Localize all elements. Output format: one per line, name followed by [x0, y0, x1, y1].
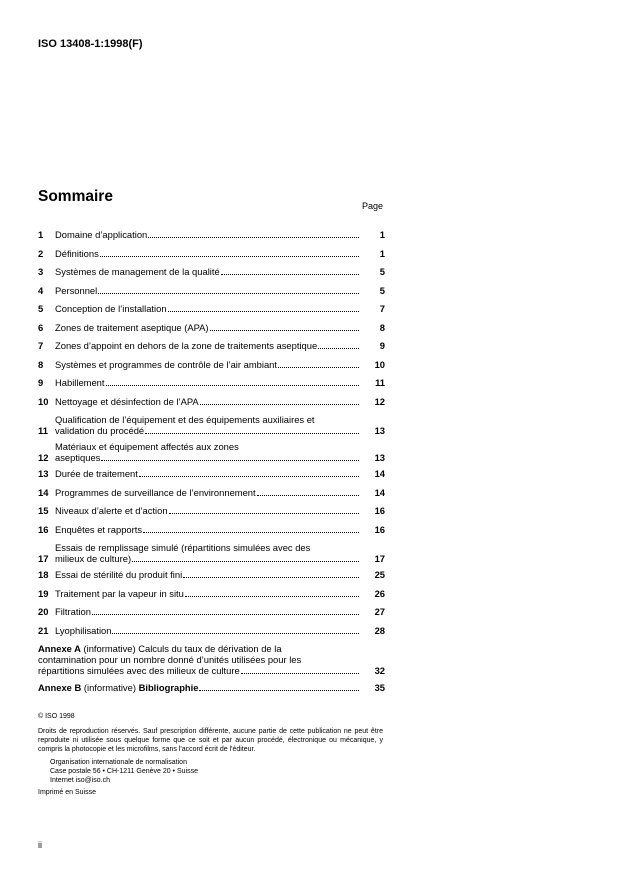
toc-entry-page: 7 [379, 303, 385, 314]
toc-entry-title: Essai de stérilité du produit fini [55, 569, 183, 580]
toc-entry [38, 542, 385, 564]
toc-entry-page: 16 [374, 523, 385, 535]
toc-entry-number: 14 [38, 486, 49, 498]
dot-leader [143, 532, 359, 533]
toc-annex-a [38, 643, 385, 676]
toc-entry-page: 12 [374, 395, 385, 407]
toc-entry-number: 4 [38, 284, 44, 296]
toc-entry-page: 14 [374, 486, 385, 498]
dot-leader [101, 460, 359, 461]
dot-leader [200, 404, 359, 405]
toc-entry [38, 505, 385, 516]
dot-leader [168, 311, 359, 312]
toc-entry-title: Systèmes de management de la qualité [55, 266, 220, 277]
annex-b-label: Annexe B [38, 682, 82, 693]
toc-entry [38, 266, 385, 277]
toc-entry-number: 12 [38, 452, 49, 463]
toc-entry [38, 396, 385, 407]
dot-leader [145, 433, 359, 434]
toc-entry [38, 229, 385, 240]
toc-entry-title-line1: Qualification de l’équipement et des équipements auxiliaires et [55, 414, 315, 425]
toc-entry-number: 16 [38, 523, 49, 535]
dot-leader [112, 633, 359, 634]
toc-entry-title: Domaine d’application [55, 229, 148, 240]
copyright-line: © ISO 1998 [38, 713, 75, 720]
toc-entry-page: 25 [374, 569, 385, 580]
toc-entry-number: 11 [38, 425, 48, 436]
toc-entry-number: 2 [38, 247, 44, 259]
toc-entry-page: 26 [374, 587, 385, 599]
dot-leader [98, 293, 359, 294]
toc-entry-number: 21 [38, 624, 49, 636]
toc-entry-title: Habillement [55, 377, 105, 388]
internet-address: Internet iso@iso.ch [50, 777, 111, 784]
dot-leader [318, 348, 359, 349]
rights-statement: Droits de reproduction réservés. Sauf prescription différente, aucune partie de cette publication ne peut être reproduite ni utilisée sous quelque forme que ce soit et par aucun procédé, électronique ou mécanique, y compris la photocopie et les microfilms, sans l'accord écrit de l'éditeur. [38, 728, 383, 753]
copyright-notice [38, 712, 383, 797]
annex-b-title: Bibliographie [138, 682, 199, 693]
toc-entry [38, 569, 385, 580]
dot-leader [169, 513, 359, 514]
dot-leader [92, 614, 359, 615]
toc-entry [38, 606, 385, 617]
annex-b-type: (informative) [83, 682, 136, 693]
toc-entry-page: 8 [379, 321, 385, 333]
dot-leader [278, 367, 359, 368]
dot-leader [183, 577, 359, 578]
toc-entry-number: 3 [38, 266, 44, 277]
toc-entry-page: 27 [374, 606, 385, 617]
toc-entry-number: 7 [38, 340, 44, 351]
toc-entry-title: Niveaux d’alerte et d’action [55, 505, 168, 516]
toc-entry-page: 13 [374, 425, 385, 436]
toc-entry-number: 6 [38, 321, 44, 333]
postal-address: Case postale 56 • CH-1211 Genève 20 • Suisse [50, 768, 198, 775]
dot-leader [132, 561, 359, 562]
toc-entry-title: validation du procédé [55, 425, 145, 436]
toc-entry-title: Durée de traitement [55, 468, 138, 479]
table-of-contents [38, 229, 385, 693]
toc-entry [38, 303, 385, 314]
annex-a-page: 32 [374, 665, 385, 676]
toc-entry-number: 19 [38, 587, 49, 599]
toc-entry-number: 15 [38, 505, 49, 516]
dot-leader [148, 237, 359, 238]
dot-leader [210, 330, 359, 331]
toc-entry-title: milieux de culture) [55, 553, 132, 564]
toc-entry-number: 8 [38, 358, 44, 370]
annex-a-label: Annexe A [38, 643, 81, 654]
toc-entry [38, 468, 385, 479]
toc-entry-page: 13 [374, 452, 385, 463]
toc-entry [38, 588, 385, 599]
page-number: ii [38, 840, 42, 850]
toc-entry-page: 5 [379, 284, 385, 296]
toc-entry-page: 5 [379, 266, 385, 277]
toc-entry-title: Nettoyage et désinfection de l’APA [55, 395, 199, 407]
toc-entry [38, 322, 385, 333]
toc-entry [38, 377, 385, 388]
annex-a-title-line1: (informative) Calculs du taux de dérivation de la [83, 643, 282, 654]
toc-entry [38, 524, 385, 535]
dot-leader [106, 385, 359, 386]
dot-leader [221, 274, 359, 275]
toc-entry [38, 487, 385, 498]
toc-entry-title: Zones d’appoint en dehors de la zone de traitements aseptique [55, 340, 318, 351]
toc-entry-number: 20 [38, 606, 49, 617]
toc-entry-page: 17 [374, 553, 385, 564]
dot-leader [185, 596, 359, 597]
printed-in: Imprimé en Suisse [38, 789, 96, 796]
toc-entry-page: 11 [375, 377, 385, 388]
toc-title: Sommaire [38, 188, 113, 205]
toc-entry-number: 18 [38, 569, 49, 580]
toc-entry-title: Définitions [55, 247, 99, 259]
annex-a-title-line3: répartitions simulées avec des milieux de culture [38, 665, 240, 676]
toc-entry-number: 5 [38, 303, 44, 314]
toc-entry-number: 10 [38, 395, 49, 407]
dot-leader [257, 495, 359, 496]
toc-entry-title: Zones de traitement aseptique (APA) [55, 321, 209, 333]
toc-entry-page: 10 [374, 358, 385, 370]
toc-annex-b [38, 682, 385, 693]
toc-entry-title: Lyophilisation [55, 624, 112, 636]
toc-entry [38, 625, 385, 636]
toc-entry [38, 414, 385, 436]
toc-entry-title: Filtration [55, 606, 91, 617]
toc-entry-title: Programmes de surveillance de l’environnement [55, 486, 256, 498]
dot-leader [241, 673, 359, 674]
toc-entry-title: Conception de l’installation [55, 303, 167, 314]
toc-entry-number: 13 [38, 468, 49, 479]
toc-entry-title: Systèmes et programmes de contrôle de l’air ambiant [55, 358, 277, 370]
organization-name: Organisation internationale de normalisation [50, 759, 187, 766]
toc-entry [38, 248, 385, 259]
toc-entry-page: 1 [379, 229, 385, 240]
toc-entry-title: Enquêtes et rapports [55, 523, 143, 535]
toc-entry-title-line1: Essais de remplissage simulé (répartitions simulées avec des [55, 542, 311, 553]
toc-entry-page: 28 [374, 624, 385, 636]
toc-entry-page: 14 [374, 468, 385, 479]
toc-entry-title: aseptiques [55, 452, 101, 463]
toc-page-column-label: Page [362, 201, 384, 211]
dot-leader [199, 690, 359, 691]
toc-entry [38, 441, 385, 463]
toc-entry-title: Personnel [55, 284, 98, 296]
document-id: ISO 13408-1:1998(F) [38, 38, 143, 50]
toc-entry-title-line1: Matériaux et équipement affectés aux zones [55, 441, 239, 452]
annex-b-page: 35 [374, 682, 385, 693]
dot-leader [139, 476, 359, 477]
dot-leader [100, 256, 359, 257]
toc-entry [38, 285, 385, 296]
toc-entry [38, 359, 385, 370]
annex-a-title-line2: contamination pour un nombre donné d’unités utilisées pour les [38, 654, 302, 665]
toc-entry-page: 1 [379, 247, 385, 259]
toc-entry-page: 9 [379, 340, 385, 351]
toc-entry-number: 17 [38, 553, 49, 564]
toc-entry-number: 1 [38, 229, 44, 240]
toc-entry [38, 340, 385, 351]
toc-entry-page: 16 [374, 505, 385, 516]
toc-entry-title: Traitement par la vapeur in situ [55, 587, 184, 599]
toc-entry-number: 9 [38, 377, 44, 388]
